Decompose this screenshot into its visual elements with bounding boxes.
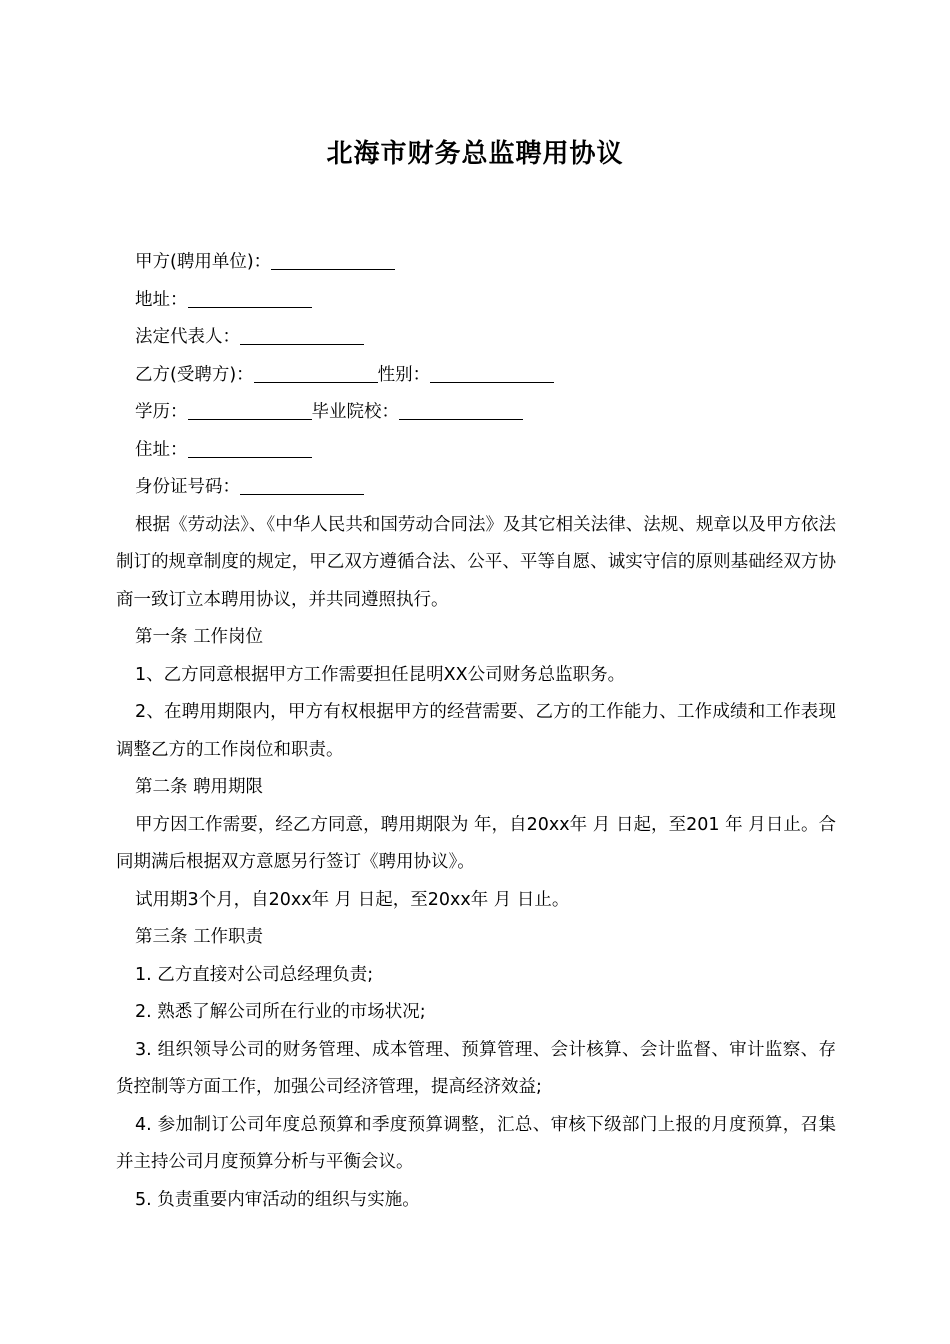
article-3-item-4: 4. 参加制订公司年度总预算和季度预算调整，汇总、审核下级部门上报的月度预算，召集并主持公司月度预算分析与平衡会议。 — [116, 1114, 836, 1172]
field-party-b — [116, 357, 836, 395]
article-1-item-1: 1、乙方同意根据甲方工作需要担任昆明XX公司财务总监职务。 — [135, 664, 626, 685]
blank-line — [188, 306, 312, 308]
article-1-item-2: 2、在聘用期限内，甲方有权根据甲方的经营需要、乙方的工作能力、工作成绩和工作表现调整乙方的工作岗位和职责。 — [116, 702, 836, 760]
field-party-a — [116, 244, 836, 282]
field-legal-rep-label: 法定代表人： — [135, 327, 240, 347]
article-1-heading: 第一条 工作岗位 — [135, 627, 264, 647]
article-3-item-3: 3. 组织领导公司的财务管理、成本管理、预算管理、会计核算、会计监督、审计监察、存货控制等方面工作，加强公司经济管理，提高经济效益; — [116, 1039, 836, 1097]
article-3-heading: 第三条 工作职责 — [135, 927, 264, 947]
article-2-term: 甲方因工作需要，经乙方同意，聘用期限为 年，自20xx年 月 日起，至201 年 月日止。合同期满后根据双方意愿另行签订《聘用协议》。 — [116, 814, 836, 872]
article-3-item-5: 5. 负责重要内审活动的组织与实施。 — [135, 1189, 420, 1210]
article-3-item-2: 2. 熟悉了解公司所在行业的市场状况; — [135, 1002, 426, 1022]
field-education-label: 学历： — [135, 402, 188, 422]
field-address — [116, 282, 836, 320]
field-address-label: 地址： — [135, 289, 188, 310]
field-education — [116, 394, 836, 432]
document-title: 北海市财务总监聘用协议 — [326, 139, 624, 169]
field-school-label: 毕业院校： — [311, 402, 399, 422]
blank-line — [240, 493, 364, 495]
field-residence-label: 住址： — [135, 439, 188, 460]
field-party-a-label: 甲方(聘用单位)： — [135, 252, 272, 272]
blank-line — [430, 381, 554, 383]
field-gender-label: 性别： — [377, 364, 431, 385]
blank-line — [188, 456, 312, 458]
field-legal-rep — [116, 319, 836, 357]
blank-line — [271, 268, 395, 270]
intro-paragraph: 根据《劳动法》、《中华人民共和国劳动合同法》及其它相关法律、法规、规章以及甲方依法制订的规章制度的规定，甲乙双方遵循合法、公平、平等自愿、诚实守信的原则基础经双方协商一致订立本聘用协议，并共同遵照执行。 — [116, 514, 836, 610]
blank-line — [399, 418, 523, 420]
field-id-number — [116, 469, 836, 507]
field-residence — [116, 432, 836, 470]
document-body — [116, 244, 836, 1219]
field-id-number-label: 身份证号码： — [135, 477, 240, 497]
blank-line — [254, 381, 378, 383]
blank-line — [188, 418, 312, 420]
article-2-heading: 第二条 聘用期限 — [135, 777, 264, 797]
field-party-b-label: 乙方(受聘方)： — [135, 364, 254, 385]
article-2-probation: 试用期3个月，自20xx年 月 日起，至20xx年 月 日止。 — [135, 889, 570, 910]
article-3-item-1: 1. 乙方直接对公司总经理负责; — [135, 964, 374, 985]
blank-line — [240, 343, 364, 345]
